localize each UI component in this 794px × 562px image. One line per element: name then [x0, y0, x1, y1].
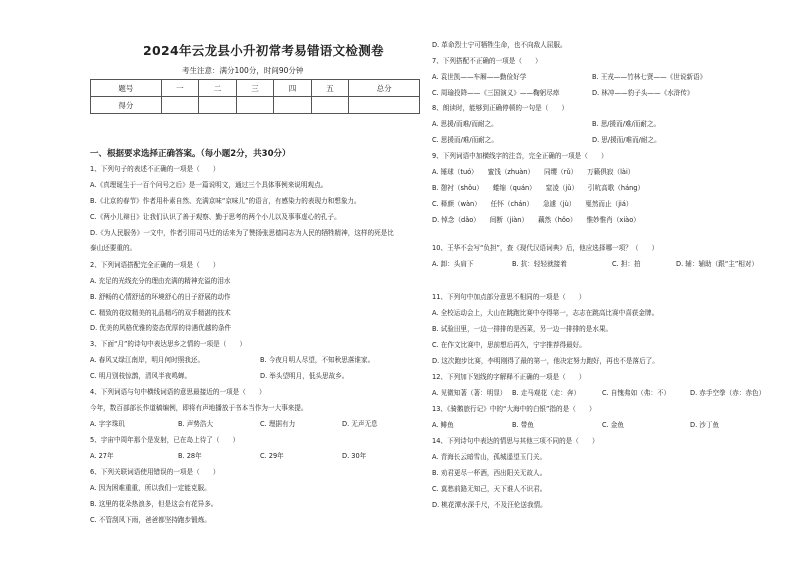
question-line: 3、下面“月”的诗句中表达思乡之情的一项是（ ）: [90, 340, 247, 348]
question-line: A. 全校运动会上，大山在跳跑比赛中夺得第一，志志在跳高比赛中喜获金牌。: [432, 309, 659, 317]
q5-option-b: B. 28年: [178, 452, 202, 460]
q5-option-d: D. 30年: [342, 452, 367, 460]
question-line: 11、下列句中加点部分意思不相同的一项是（ ）: [432, 293, 586, 301]
question-line: 1、下列句子的表述不正确的一项是（ ）: [90, 165, 220, 173]
q10-option-d: D. 辅：辅助（跟“主”相对）: [676, 260, 759, 268]
question-line: 9、下列词语中加横线字的注音，完全正确的一项是（ ）: [432, 152, 608, 160]
question-line: C. 不管刮风下雨，爸爸都坚持跑步锻炼。: [90, 516, 211, 524]
question-line: C. 在作文比赛中，思前想后再久，宁宇推荐得最好。: [432, 341, 586, 349]
q3-option-b: B. 今夜月明人尽望，不知秋思落谁家。: [260, 356, 375, 364]
question-line: B. 试验田里，一边一排排的是西菜，另一边一排排的是水果。: [432, 325, 613, 333]
question-line: A. 青海长云暗雪山，孤城遥望玉门关。: [432, 453, 547, 461]
q4-option-b: B. 声势浩大: [178, 420, 214, 428]
score-cell: [199, 97, 237, 114]
question-line: C. 莫愁前路无知己，天下谁人不识君。: [432, 485, 547, 493]
score-header-cell: 四: [274, 80, 312, 97]
exam-notice: 考生注意：满分100分，时间90分钟: [182, 66, 304, 75]
q10-option-c: C. 担：拍: [612, 260, 641, 268]
q7-option-c: C. 周瑜投降——《三国演义》——鞠躬尽瘁: [432, 89, 560, 97]
q10-option-b: B. 抗：轻轻就接着: [512, 260, 567, 268]
score-table: [90, 79, 420, 114]
score-cell: [236, 97, 274, 114]
question-line: 14、下列诗句中表达的情思与其他三项不同的是（ ）: [432, 437, 599, 445]
question-line: A. 因为困难重重，所以我们一定能克服。: [90, 484, 211, 492]
question-line: 今年，数百部部长作道稿编例，即将有声地播放于书本当作为一大事来提。: [90, 404, 308, 412]
question-line: 6、下列关联词语使用错误的一项是（ ）: [90, 468, 220, 476]
q7-option-a: A. 袁世凯——车厢——勤俭好学: [432, 73, 527, 81]
question-line: A.《真理诞生于一百个问号之后》是一篇说明文，通过三个具体事例来说明观点。: [90, 181, 328, 189]
question-line: D. 革命烈士宁可牺牲生命，也不向敌人屈服。: [432, 41, 567, 49]
q5-option-a: A. 27年: [90, 452, 114, 460]
q8-option-b: B. 思/援而/难/而耐之。: [592, 120, 661, 128]
score-cell: [161, 97, 199, 114]
q4-option-c: C. 理据有力: [260, 420, 296, 428]
question-line: 5、宇宙中周年那个是发射，已在岛上待了（ ）: [90, 436, 240, 444]
q9-option-a: A. 锤球（tuó） 蜜饯（zhuàn） 同缨（rǔ） 万籁俱寂（lài）: [432, 168, 635, 176]
q3-option-c: C. 明月别枝惊鹊，清风半夜鸣蝉。: [90, 372, 192, 380]
score-table-score-row: [91, 97, 420, 114]
question-line: 2、下列词语搭配完全正确的一项是（ ）: [90, 261, 220, 269]
q10-option-a: A. 卸：头肩下: [432, 260, 474, 268]
question-line: B.《北京的春节》作者用朴素自然、充满京味“京味儿”的语言，有感染力的表现力和想象力。: [90, 197, 361, 205]
question-line: D. 桃花潭水深千尺，不及汪伦送我情。: [432, 501, 547, 509]
q13-option-a: A. 鲱鱼: [432, 421, 454, 429]
q9-option-d: D. 悼念（dǎo） 间断（jiàn） 藕然（hǒo） 惟妙惟肖（xiào）: [432, 216, 640, 224]
q12-option-d: D. 赤手空拳（赤：赤色）: [690, 389, 766, 397]
score-header-cell: 三: [236, 80, 274, 97]
question-line: 13、《骑鹅旅行记》中的“大海中的白银”指的是（ ）: [432, 405, 596, 413]
score-header-cell: 五: [311, 80, 349, 97]
score-header-cell: 总分: [349, 80, 420, 97]
q12-option-c: C. 自愧弗如（弗：不）: [602, 389, 671, 397]
q12-option-b: B. 走马观花（走：奔）: [512, 389, 581, 397]
q3-option-d: D. 举头望明月，低头思故乡。: [260, 372, 349, 380]
question-line: B. 这里的花朵热浪多，但是这会有花异多。: [90, 500, 218, 508]
exam-title: 2024年云龙县小升初常考易错语文检测卷: [143, 43, 384, 58]
score-header-cell: 二: [199, 80, 237, 97]
q5-option-c: C. 29年: [260, 452, 284, 460]
question-line: 泰山还要重的。: [90, 244, 137, 252]
score-cell: [274, 97, 312, 114]
question-line: 4、下列词语与句中横线词语的意思最接近的一项是（ ）: [90, 388, 266, 396]
q4-option-a: A. 字字珠玑: [90, 420, 125, 428]
question-line: C. 精致的花纹精美的礼品精巧的双手精湛的技术: [90, 309, 231, 317]
q9-option-c: C. 释颜（wàn） 任怀（chán） 急遽（jù） 戛然而止（jiá）: [432, 200, 633, 208]
score-header-cell: 一: [161, 80, 199, 97]
question-line: B. 舒畅的心情舒适的环境舒心的日子舒展的动作: [90, 293, 231, 301]
q7-option-b: B. 王戎——竹林七贤——《世说新语》: [592, 73, 707, 81]
q4-option-d: D. 无声无息: [342, 420, 378, 428]
q13-option-c: C. 金鱼: [602, 421, 624, 429]
q12-option-a: A. 见微知著（著：明显）: [432, 389, 507, 397]
score-header-cell: 题号: [91, 80, 162, 97]
section-title: 一、根据要求选择正确答案。（每小题2分，共30分）: [90, 149, 291, 159]
q13-option-b: B. 带鱼: [512, 421, 534, 429]
score-cell: [349, 97, 420, 114]
question-line: B. 劝君更尽一杯酒，西出阳关无故人。: [432, 469, 547, 477]
q8-option-d: D. 思/援而/难而/耐之。: [592, 136, 661, 144]
score-row-label: 得分: [91, 97, 162, 114]
q7-option-d: D. 林冲——豹子头——《水浒传》: [592, 89, 694, 97]
score-table-header-row: [91, 80, 420, 97]
question-line: D. 优美的风格优雅的姿态优厚的待遇优越的条件: [90, 324, 232, 332]
question-line: 8、朗读时，能够到正确停顿的一句是（ ）: [432, 104, 569, 112]
question-line: D.《为人民服务》一文中，作者引用司马迁的话来为了赞扬张思德同志为人民的牺牲精神，这样的死是比: [90, 229, 394, 237]
question-line: C.《两小儿辩日》让我们认识了善于观察、勤于思考的两个小儿以及事事虚心的孔子。: [90, 213, 341, 221]
score-cell: [311, 97, 349, 114]
q8-option-c: C. 思援而/难/而耐之。: [432, 136, 498, 144]
question-line: D. 这次跑步比赛，李明刚得了最的第一，他决定努力跑好，再也不是落后了。: [432, 357, 659, 365]
question-line: 10、王华不会写“负担”，查《现代汉语词典》后，他应选择哪一项？（ ）: [432, 244, 659, 252]
q3-option-a: A. 春风又绿江南岸，明月何时照我还。: [90, 356, 205, 364]
question-line: 7、下列搭配不正确的一项是（ ）: [432, 57, 542, 65]
q9-option-b: B. 憩衬（shǒu） 蜷缩（quán） 窒凌（jǔ） 引吭高歌（háng）: [432, 184, 645, 192]
question-line: 12、下列加下划线的字解释不正确的一项是（ ）: [432, 373, 586, 381]
question-line: A. 充足的光线充分的理由充满的精神充溢的泪水: [90, 277, 231, 285]
q13-option-d: D. 沙丁鱼: [690, 421, 720, 429]
q8-option-a: A. 思援/而难/而耐之。: [432, 120, 498, 128]
